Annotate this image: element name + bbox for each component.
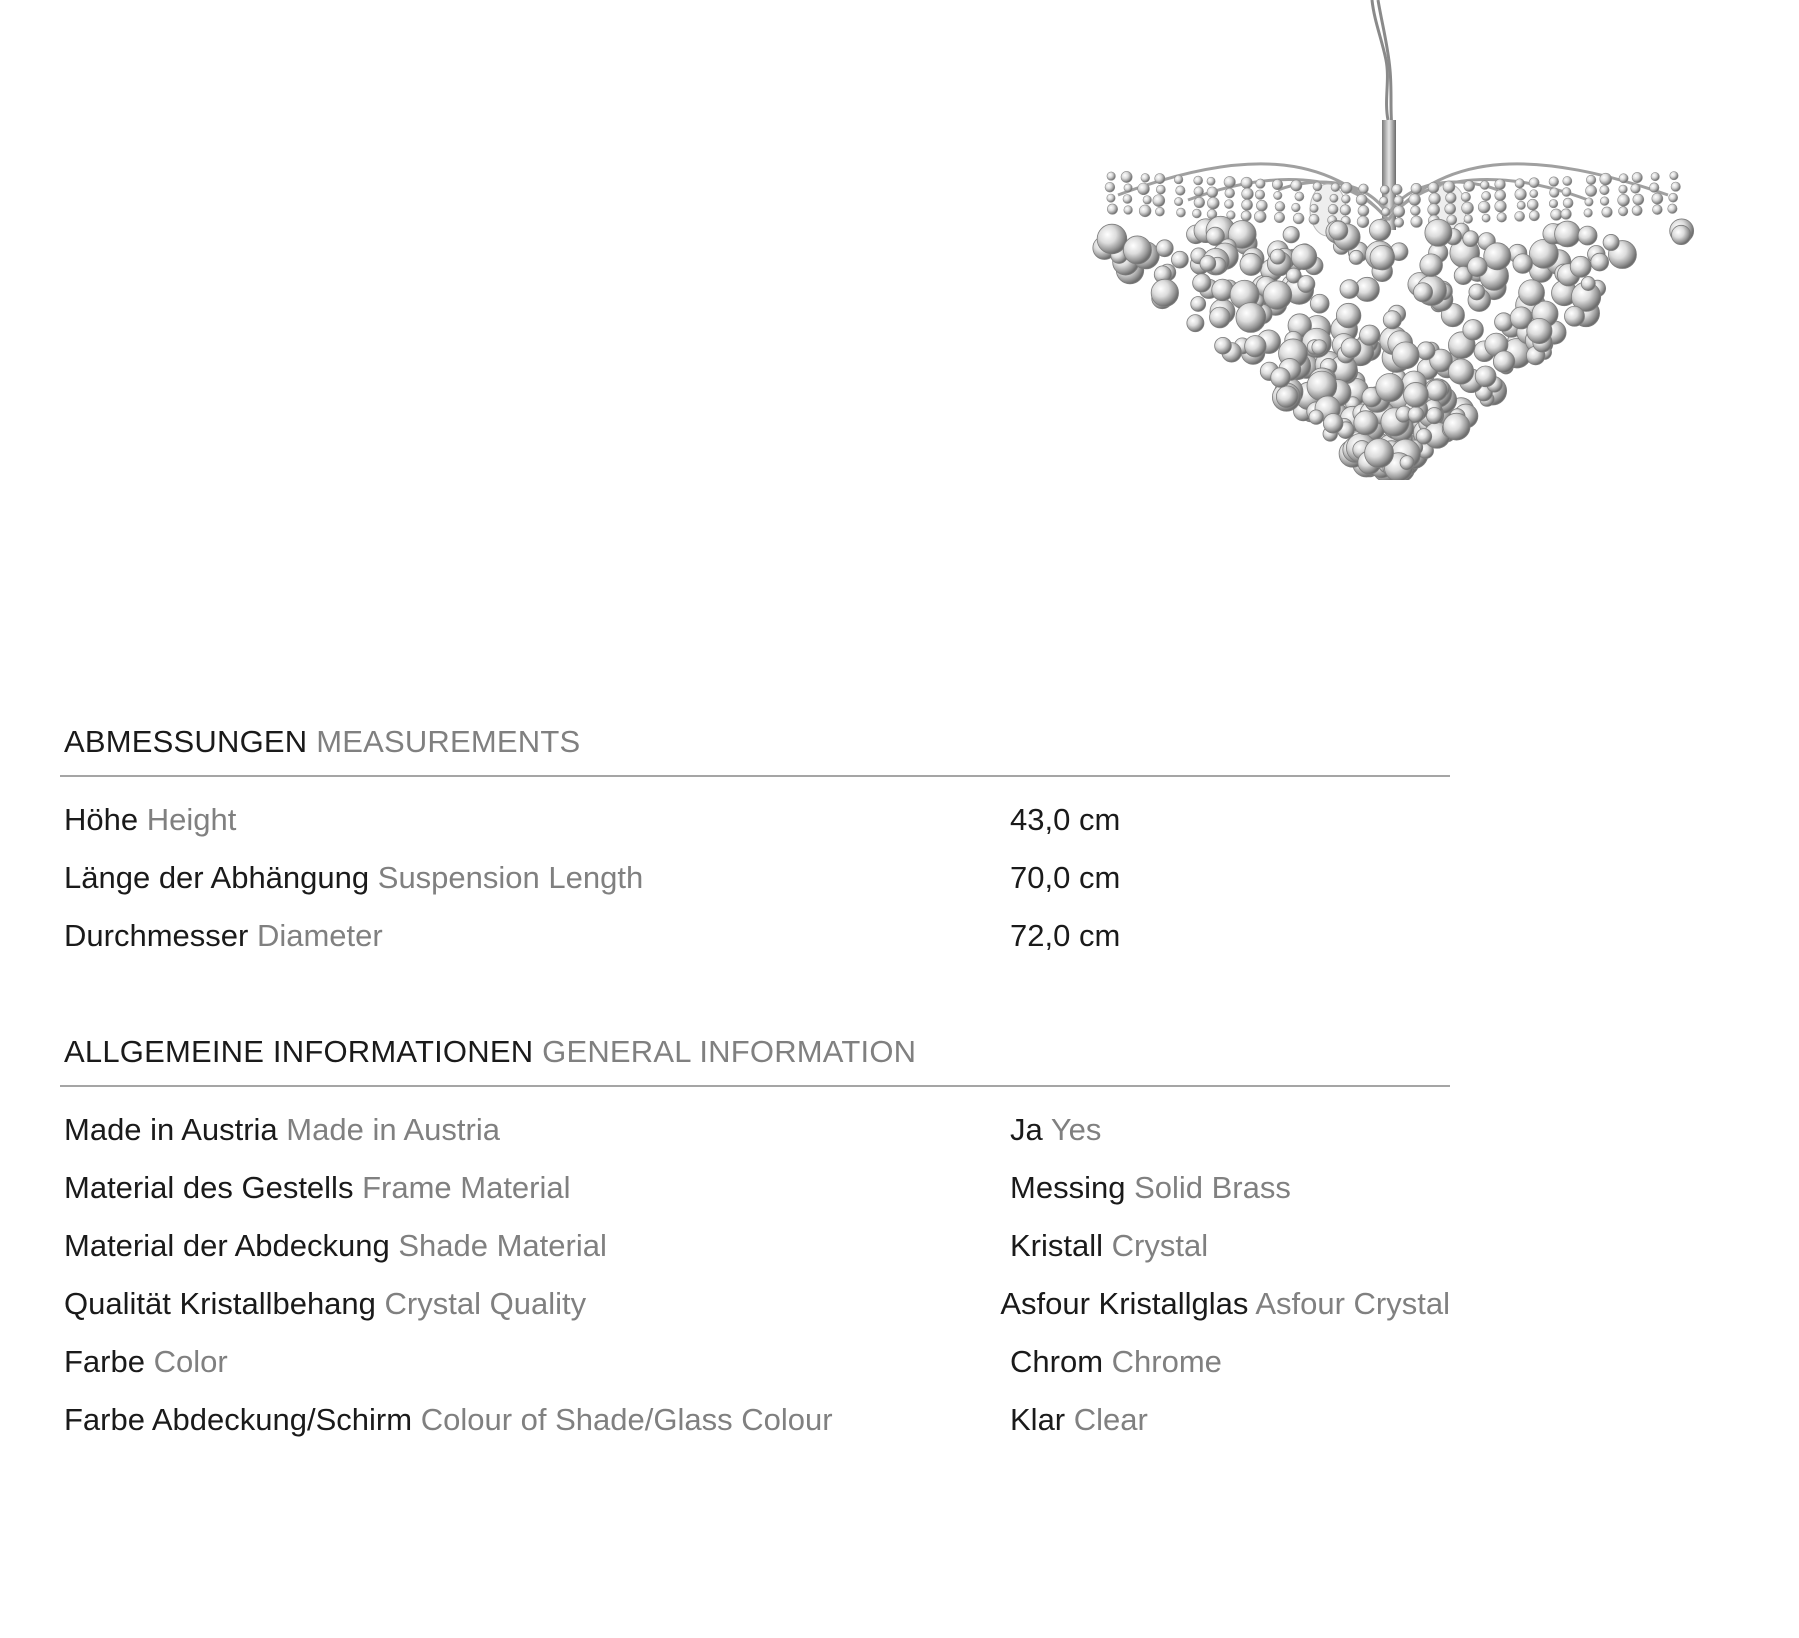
spec-value-de: 72,0 cm bbox=[1010, 918, 1121, 953]
measurements-title-de: ABMESSUNGEN bbox=[64, 724, 308, 759]
spec-row-shade-material bbox=[60, 1217, 1450, 1275]
spec-value-de: 43,0 cm bbox=[1010, 802, 1121, 837]
spec-value-de: Klar bbox=[1010, 1402, 1066, 1437]
spec-label-en: Made in Austria bbox=[286, 1112, 500, 1147]
spec-label-en: Color bbox=[153, 1344, 228, 1379]
spec-label-de: Farbe Abdeckung/Schirm bbox=[64, 1402, 413, 1437]
spec-label-en: Colour of Shade/Glass Colour bbox=[420, 1402, 833, 1437]
spec-value-en: Chrome bbox=[1111, 1344, 1222, 1379]
spec-label-en: Frame Material bbox=[362, 1170, 571, 1205]
spec-label-de: Made in Austria bbox=[64, 1112, 278, 1147]
spec-label-en: Crystal Quality bbox=[384, 1286, 587, 1321]
chandelier-image bbox=[1068, 0, 1728, 480]
spec-row-color bbox=[60, 1333, 1450, 1391]
spec-row-suspension-length bbox=[60, 849, 1450, 907]
general-info-table bbox=[60, 1101, 1450, 1449]
measurements-title-en: MEASUREMENTS bbox=[316, 724, 581, 759]
spec-label-de: Qualität Kristallbehang bbox=[64, 1286, 376, 1321]
spec-label-de: Länge der Abhängung bbox=[64, 860, 370, 895]
spec-label-en: Suspension Length bbox=[377, 860, 644, 895]
spec-value-en: Clear bbox=[1073, 1402, 1148, 1437]
spec-row-crystal-quality bbox=[60, 1275, 1450, 1333]
general-info-title-de: ALLGEMEINE INFORMATIONEN bbox=[64, 1034, 534, 1069]
measurements-table bbox=[60, 791, 1450, 965]
spec-label-en: Shade Material bbox=[398, 1228, 607, 1263]
spec-label-de: Material des Gestells bbox=[64, 1170, 354, 1205]
spec-value-de: Messing bbox=[1010, 1170, 1126, 1205]
spec-value-de: 70,0 cm bbox=[1010, 860, 1121, 895]
spec-label-de: Material der Abdeckung bbox=[64, 1228, 390, 1263]
general-info-title bbox=[60, 1027, 1450, 1077]
general-info-section bbox=[60, 1027, 1450, 1449]
spec-value-de: Ja bbox=[1010, 1112, 1043, 1147]
spec-value-en: Yes bbox=[1050, 1112, 1102, 1147]
section-divider bbox=[60, 775, 1450, 777]
chain bbox=[1372, 0, 1392, 128]
spec-label-de: Farbe bbox=[64, 1344, 145, 1379]
section-divider bbox=[60, 1085, 1450, 1087]
spec-row-shade-colour bbox=[60, 1391, 1450, 1449]
spec-label-de: Höhe bbox=[64, 802, 139, 837]
spec-row-height bbox=[60, 791, 1450, 849]
spec-row-frame-material bbox=[60, 1159, 1450, 1217]
spec-value-en: Crystal bbox=[1111, 1228, 1209, 1263]
spec-value-de: Chrom bbox=[1010, 1344, 1104, 1379]
spec-row-diameter bbox=[60, 907, 1450, 965]
spec-label-de: Durchmesser bbox=[64, 918, 249, 953]
spec-label-en: Diameter bbox=[256, 918, 383, 953]
spec-value-de: Kristall bbox=[1010, 1228, 1104, 1263]
spec-value-en: Solid Brass bbox=[1134, 1170, 1291, 1205]
general-info-title-en: GENERAL INFORMATION bbox=[542, 1034, 917, 1069]
spec-value-de: Asfour Kristallglas bbox=[1000, 1286, 1249, 1321]
spec-value-en: Asfour Crystal bbox=[1255, 1286, 1450, 1321]
measurements-title bbox=[60, 717, 1450, 767]
spec-label-en: Height bbox=[146, 802, 237, 837]
spec-row-made-in-austria bbox=[60, 1101, 1450, 1159]
measurements-section bbox=[60, 717, 1450, 965]
